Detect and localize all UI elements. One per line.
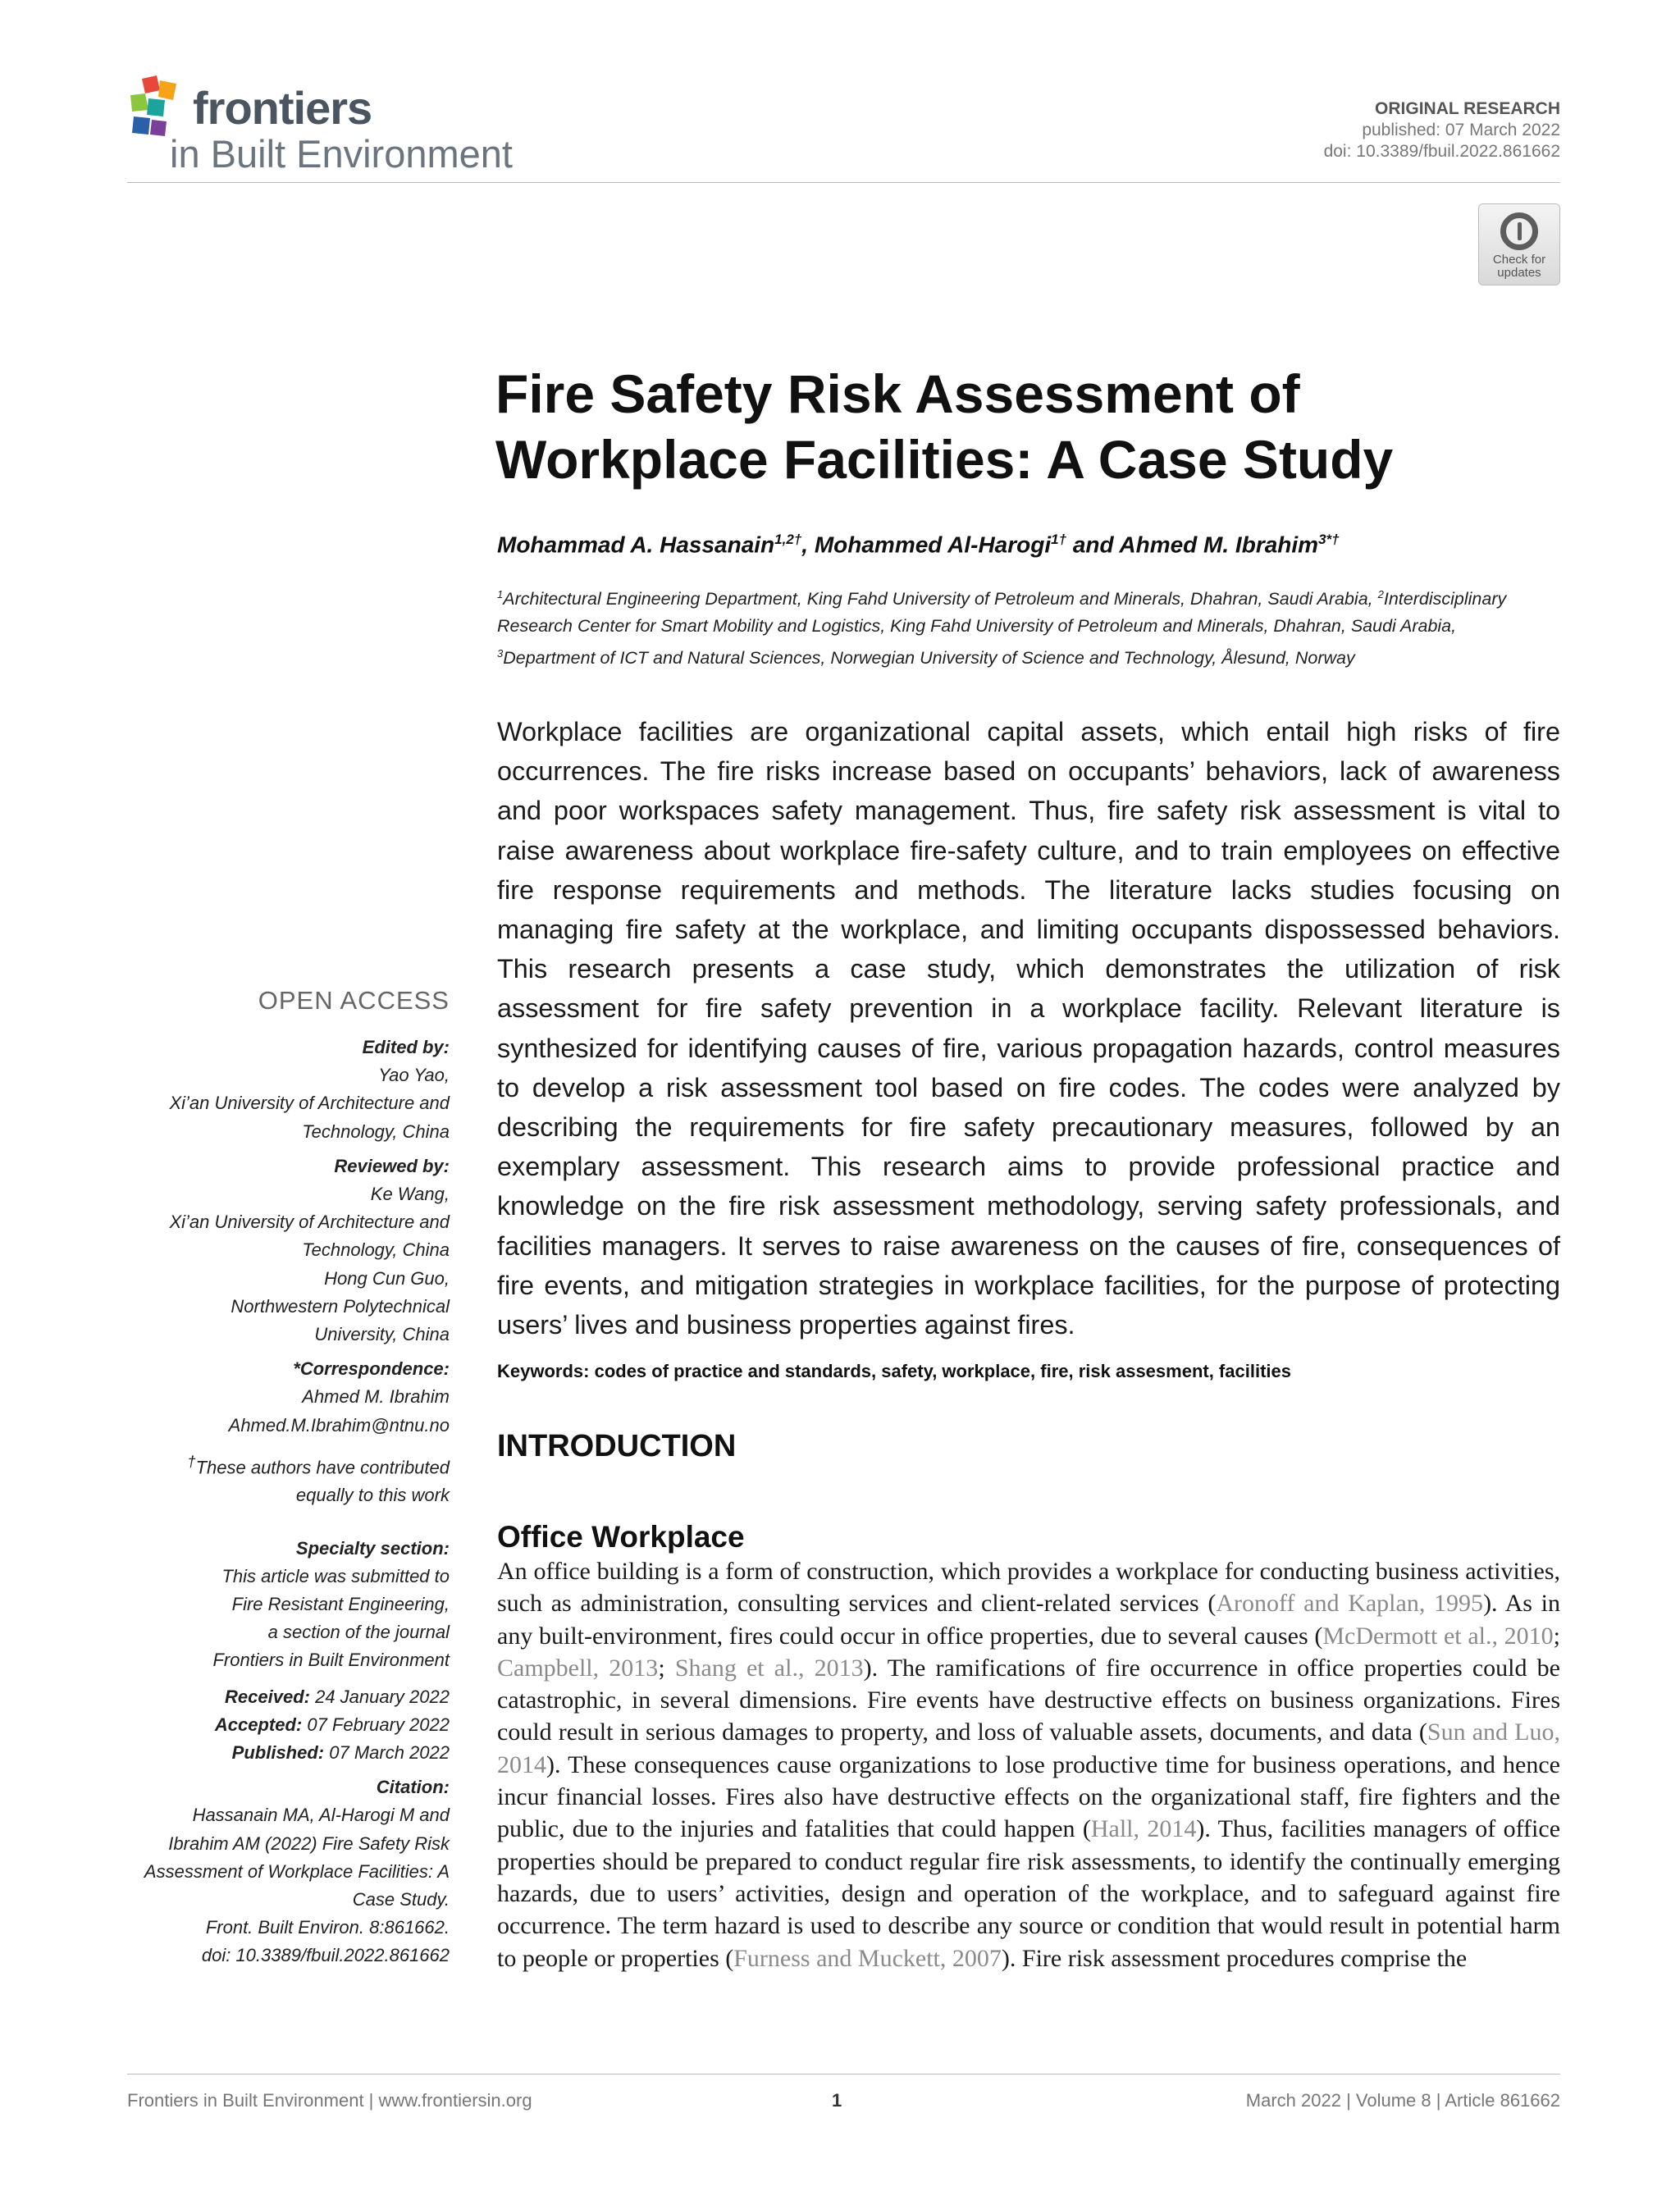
citation-link[interactable]: McDermott et al., 2010 — [1322, 1622, 1554, 1650]
subsection-heading-office-workplace: Office Workplace — [497, 1520, 745, 1554]
correspondence-name: Ahmed M. Ibrahim — [302, 1386, 450, 1408]
received-value: 24 January 2022 — [309, 1686, 450, 1707]
footer-journal-link[interactable]: Frontiers in Built Environment | www.frontiersin.org — [127, 2090, 532, 2111]
citation-link[interactable]: Sun and Luo, 2014 — [497, 1718, 1560, 1778]
article-meta — [1324, 98, 1560, 162]
author-list — [497, 525, 1564, 559]
logo-wordmark: frontiers — [193, 82, 372, 134]
specialty-text: a section of the journal — [267, 1622, 450, 1643]
editor-affiliation-2: Technology, China — [302, 1121, 450, 1142]
check-updates-icon — [1500, 212, 1538, 250]
editor-affiliation: Xi’an University of Architecture and — [169, 1093, 450, 1114]
reviewed-by-label: Reviewed by: — [334, 1155, 450, 1176]
published-date-sidebar — [115, 1739, 450, 1767]
body-text-segment: ). These consequences cause organizations to lose productive time for business operations, and hence incur financial losses. Fires also have destructive effects on the organizational staff, fire fighters and the public, due to the injuries and fatalities that could happen ( — [497, 1750, 1560, 1843]
abstract: Workplace facilities are organizational capital assets, which entail high risks of fire occurrences. The fire risks increase based on occupants’ behaviors, lack of awareness and poor workspaces safety management. Thus, fire safety risk assessment is vital to raise awareness about workplace fire-safety culture, and to train employees on effective fire response requirements and methods. The literature lacks studies focusing on managing fire safety at the workplace, and limiting occupants dispossessed behaviors. This research presents a case study, which demonstrates the utilization of risk assessment for fire safety prevention in a workplace facility. Relevant literature is synthesized for identifying causes of fire, various propagation hazards, control measures to develop a risk assessment tool based on fire codes. The codes were analyzed by describing the requirements for fire safety precautionary measures, followed by an exemplary assessment. This research aims to provide professional practice and knowledge on the fire risk assessment methodology, serving safety professionals, and facilities managers. It serves to raise awareness on the causes of fire, consequences of fire events, and mitigation strategies in workplace facilities, for the purpose of protecting users’ lives and business properties against fires. — [497, 717, 1560, 1340]
received-date — [115, 1683, 450, 1711]
journal-logo[interactable] — [127, 69, 587, 176]
author-3-affiliation: 3*† — [1318, 532, 1340, 547]
body-text-segment: ; — [658, 1654, 675, 1682]
reviewer-2-affiliation: Northwestern Polytechnical — [231, 1295, 450, 1317]
article-doi[interactable]: doi: 10.3389/fbuil.2022.861662 — [1323, 142, 1560, 161]
reviewer-1-affiliation: Xi’an University of Architecture and — [169, 1212, 450, 1233]
equal-contribution-note-2: equally to this work — [295, 1485, 450, 1506]
specialty-text: Frontiers in Built Environment — [212, 1650, 450, 1671]
keywords: Keywords: codes of practice and standards, safety, workplace, fire, risk assesment, facilities — [497, 1361, 1291, 1381]
check-updates-label-2: updates — [1497, 266, 1541, 280]
correspondence-label: *Correspondence: — [293, 1358, 450, 1380]
journal-name: in Built Environment — [170, 132, 513, 176]
edited-by-label: Edited by: — [362, 1037, 450, 1057]
author-separator: and — [1066, 532, 1120, 558]
citation-label: Citation: — [376, 1777, 450, 1798]
section-heading-introduction: INTRODUCTION — [497, 1429, 737, 1463]
header-divider — [127, 182, 1560, 183]
body-text-segment: ). Thus, facilities managers of office properties should be prepared to conduct regular fire risk assessments, to identify the continually emerging hazards, due to users’ activities, design and operation of the workplace, and to safeguard against fire occurrence. The term hazard is used to describe any source or condition that would result in potential harm to people or properties ( — [497, 1815, 1561, 1972]
dagger-marker: † — [187, 1452, 196, 1470]
published-date: published: 07 March 2022 — [1362, 121, 1560, 139]
citation-text: Front. Built Environ. 8:861662. — [205, 1917, 450, 1938]
title-line-1: Fire Safety Risk Assessment of — [495, 363, 1300, 424]
citation-link[interactable]: Aronoff and Kaplan, 1995 — [1216, 1590, 1484, 1618]
article-type: ORIGINAL RESEARCH — [1375, 99, 1560, 118]
published-value: 07 March 2022 — [324, 1742, 450, 1763]
check-for-updates-button[interactable] — [1478, 203, 1560, 285]
accepted-date — [115, 1711, 450, 1739]
editor-name: Yao Yao, — [378, 1065, 450, 1086]
citation-link[interactable]: Campbell, 2013 — [497, 1654, 659, 1682]
reviewer-2-affiliation-2: University, China — [314, 1324, 450, 1345]
published-label: Published: — [231, 1742, 325, 1763]
author-2[interactable]: Mohammed Al-Harogi — [814, 532, 1052, 558]
citation-doi[interactable]: doi: 10.3389/fbuil.2022.861662 — [201, 1945, 450, 1966]
footer-issue-info: March 2022 | Volume 8 | Article 861662 — [1245, 2090, 1560, 2111]
citation-text: Case Study. — [352, 1889, 450, 1910]
accepted-value: 07 February 2022 — [302, 1714, 450, 1735]
affiliation-marker: 3 — [497, 647, 504, 660]
author-3[interactable]: Ahmed M. Ibrahim — [1119, 532, 1319, 558]
specialty-text: This article was submitted to — [221, 1565, 450, 1586]
article-sidebar — [115, 984, 450, 1970]
citation-text: Assessment of Workplace Facilities: A — [144, 1860, 450, 1882]
open-access-label: OPEN ACCESS — [258, 986, 450, 1015]
title-line-2: Workplace Facilities: A Case Study — [495, 429, 1394, 490]
author-1[interactable]: Mohammad A. Hassanain — [497, 532, 775, 558]
reviewer-1-name: Ke Wang, — [370, 1184, 450, 1205]
received-label: Received: — [225, 1686, 310, 1707]
author-2-affiliation: 1† — [1051, 532, 1067, 547]
body-paragraph — [497, 1555, 1560, 1974]
body-text-segment: An office building is a form of construction, which provides a workplace for conducting business activities, such as administration, consulting services and client-related services ( — [497, 1558, 1560, 1618]
specialty-text: Fire Resistant Engineering, — [231, 1593, 450, 1614]
body-text-segment: ). Fire risk assessment procedures comprise the — [1001, 1944, 1468, 1972]
body-text-segment: ; — [1553, 1622, 1560, 1650]
accepted-label: Accepted: — [214, 1714, 303, 1735]
author-1-affiliation: 1,2† — [774, 532, 802, 547]
affiliations — [497, 581, 1560, 672]
body-text-segment: ). As in any built-environment, fires could occur in office properties, due to several causes ( — [497, 1590, 1561, 1650]
affiliation-marker: 2 — [1377, 588, 1384, 600]
citation-link[interactable]: Shang et al., 2013 — [674, 1654, 864, 1682]
citation-link[interactable]: Furness and Muckett, 2007 — [733, 1944, 1002, 1972]
citation-text: Hassanain MA, Al-Harogi M and — [192, 1805, 450, 1826]
citation-text: Ibrahim AM (2022) Fire Safety Risk — [168, 1833, 450, 1854]
reviewer-2-name: Hong Cun Guo, — [324, 1267, 450, 1289]
affiliation-2: Interdisciplinary Research Center for Smart Mobility and Logistics, King Fahd University of Petroleum and Minerals, Dhahran, Saudi Arabia, — [497, 589, 1507, 637]
article-title — [495, 361, 1562, 492]
correspondence-email[interactable]: Ahmed.M.Ibrahim@ntnu.no — [228, 1414, 450, 1435]
affiliation-marker: 1 — [497, 588, 504, 600]
contribution-text: These authors have contributed — [195, 1457, 450, 1478]
equal-contribution-note — [115, 1448, 450, 1482]
body-text-segment: ). The ramifications of fire occurrence in office properties could be catastrophic, in several dimensions. Fire events have destructive effects on business organizations. Fires could result in serious damages to property, and loss of valuable assets, documents, and data ( — [497, 1654, 1560, 1746]
page-number: 1 — [832, 2090, 842, 2111]
author-separator: , — [801, 532, 815, 558]
reviewer-1-affiliation-2: Technology, China — [302, 1239, 450, 1261]
check-updates-label: Check for — [1492, 253, 1546, 267]
affiliation-1: Architectural Engineering Department, King Fahd University of Petroleum and Minerals, Dhahran, Saudi Arabia, — [503, 589, 1378, 609]
affiliation-3: Department of ICT and Natural Sciences, Norwegian University of Science and Technology, Ålesund, Norway — [503, 648, 1355, 669]
specialty-section-label: Specialty section: — [295, 1537, 450, 1559]
citation-link[interactable]: Hall, 2014 — [1090, 1815, 1197, 1843]
